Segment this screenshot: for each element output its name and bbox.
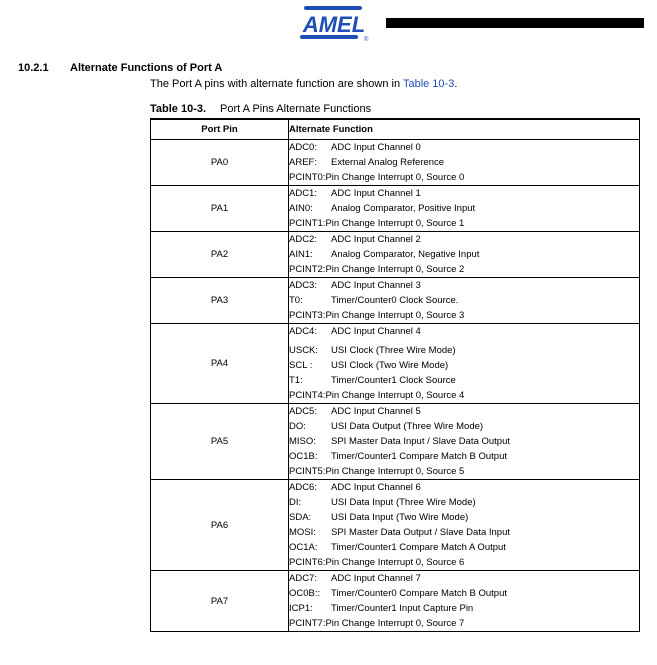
function-description: ADC Input Channel 7 <box>331 573 421 584</box>
function-line <box>289 358 639 373</box>
alternate-function-cell <box>289 278 640 324</box>
logo-wordmark: AMEL <box>302 12 366 37</box>
port-pin-cell: PA3 <box>151 278 289 324</box>
signal-name: ADC6: <box>289 482 317 493</box>
port-pin-cell: PA5 <box>151 404 289 480</box>
signal-name: PCINT6: <box>289 557 326 568</box>
signal-name: SDA: <box>289 512 312 523</box>
signal-name: OC1A: <box>289 542 318 553</box>
alternate-function-cell <box>289 140 640 186</box>
table-reference-link[interactable]: Table 10-3 <box>402 78 455 90</box>
table-row <box>151 571 640 632</box>
section-title: Alternate Functions of Port A <box>70 62 223 74</box>
function-line <box>289 232 639 247</box>
function-line <box>289 616 639 631</box>
function-description: Pin Change Interrupt 0, Source 5 <box>325 466 465 477</box>
function-line <box>289 308 639 323</box>
table-row <box>151 278 640 324</box>
signal-name: OC0B:: <box>289 588 321 599</box>
function-description: SPI Master Data Output / Slave Data Input <box>331 527 511 538</box>
function-line <box>289 586 639 601</box>
function-description: ADC Input Channel 6 <box>331 482 421 493</box>
table-title: Port A Pins Alternate Functions <box>220 103 372 115</box>
function-description: ADC Input Channel 4 <box>331 326 421 337</box>
function-line <box>289 510 639 525</box>
signal-name: ADC3: <box>289 280 317 291</box>
function-description: Pin Change Interrupt 0, Source 0 <box>325 172 465 183</box>
function-description: USI Data Output (Three Wire Mode) <box>331 421 484 432</box>
function-line <box>289 464 639 479</box>
signal-name: PCINT5: <box>289 466 326 477</box>
signal-name: PCINT4: <box>289 390 326 401</box>
alternate-function-cell <box>289 232 640 278</box>
function-description: Timer/Counter1 Compare Match A Output <box>331 542 506 553</box>
alternate-function-cell <box>289 571 640 632</box>
port-pin-cell: PA2 <box>151 232 289 278</box>
table-row <box>151 140 640 186</box>
function-line <box>289 278 639 293</box>
function-description: Analog Comparator, Negative Input <box>331 249 480 260</box>
function-line <box>289 540 639 555</box>
function-description: ADC Input Channel 1 <box>331 188 421 199</box>
signal-name: AIN0: <box>289 203 313 214</box>
intro-text: The Port A pins with alternate function are shown in <box>150 78 403 90</box>
function-line <box>289 601 639 616</box>
signal-name: MISO: <box>289 436 316 447</box>
function-line <box>289 555 639 570</box>
table-row <box>151 232 640 278</box>
function-line <box>289 324 639 339</box>
alternate-function-cell <box>289 480 640 571</box>
signal-name: PCINT0: <box>289 172 326 183</box>
function-description: ADC Input Channel 5 <box>331 406 421 417</box>
function-description: ADC Input Channel 3 <box>331 280 421 291</box>
function-description: SPI Master Data Input / Slave Data Output <box>331 436 511 447</box>
function-line <box>289 170 639 185</box>
signal-name: ADC0: <box>289 142 317 153</box>
signal-name: PCINT7: <box>289 618 326 629</box>
signal-name: AIN1: <box>289 249 313 260</box>
alternate-function-cell <box>289 186 640 232</box>
function-line <box>289 404 639 419</box>
function-description: Pin Change Interrupt 0, Source 3 <box>325 310 465 321</box>
function-line <box>289 449 639 464</box>
port-a-table <box>150 118 640 632</box>
function-description: ADC Input Channel 2 <box>331 234 421 245</box>
function-line <box>289 525 639 540</box>
signal-name: PCINT3: <box>289 310 326 321</box>
signal-name: DO: <box>289 421 306 432</box>
port-pin-cell: PA6 <box>151 480 289 571</box>
function-line <box>289 388 639 403</box>
port-pin-cell: PA4 <box>151 324 289 404</box>
header-bar <box>386 18 644 28</box>
function-description: Timer/Counter0 Clock Source. <box>331 295 459 306</box>
function-line <box>289 155 639 170</box>
function-line <box>289 262 639 277</box>
function-description: Timer/Counter0 Compare Match B Output <box>331 588 507 599</box>
alternate-function-cell <box>289 324 640 404</box>
signal-name: PCINT1: <box>289 218 326 229</box>
function-description: Pin Change Interrupt 0, Source 4 <box>325 390 465 401</box>
function-description: USI Clock (Two Wire Mode) <box>331 360 449 371</box>
signal-name: AREF: <box>289 157 317 168</box>
function-line <box>289 480 639 495</box>
function-description: ADC Input Channel 0 <box>331 142 421 153</box>
function-description: Pin Change Interrupt 0, Source 1 <box>325 218 465 229</box>
function-line <box>289 201 639 216</box>
signal-name: OC1B: <box>289 451 318 462</box>
function-line <box>289 140 639 155</box>
signal-name: ADC2: <box>289 234 317 245</box>
signal-name: PCINT2: <box>289 264 326 275</box>
port-pin-cell: PA0 <box>151 140 289 186</box>
function-line <box>289 186 639 201</box>
signal-name: USCK: <box>289 345 319 356</box>
function-line <box>289 419 639 434</box>
section-number: 10.2.1 <box>18 62 49 74</box>
function-line <box>289 293 639 308</box>
function-description: USI Data Input (Three Wire Mode) <box>331 497 476 508</box>
table-caption <box>150 103 371 115</box>
signal-name: MOSI: <box>289 527 316 538</box>
signal-name: DI: <box>289 497 302 508</box>
function-line <box>289 343 639 358</box>
table-label: Table 10-3. <box>150 103 207 115</box>
table-header-row <box>151 119 640 140</box>
table-row <box>151 404 640 480</box>
function-description: USI Data Input (Two Wire Mode) <box>331 512 469 523</box>
function-line <box>289 495 639 510</box>
atmel-logo <box>298 4 372 42</box>
column-header-port-pin: Port Pin <box>151 119 289 140</box>
function-line <box>289 571 639 586</box>
function-description: Pin Change Interrupt 0, Source 7 <box>325 618 465 629</box>
logo-registered-mark: ® <box>364 37 369 42</box>
function-description: Timer/Counter1 Input Capture Pin <box>331 603 474 614</box>
column-header-alternate-function: Alternate Function <box>289 119 640 140</box>
function-description: USI Clock (Three Wire Mode) <box>331 345 456 356</box>
signal-name: SCL : <box>289 360 313 371</box>
function-description: Timer/Counter1 Clock Source <box>331 375 456 386</box>
signal-name: ADC7: <box>289 573 317 584</box>
table-row <box>151 186 640 232</box>
signal-name: ADC4: <box>289 326 317 337</box>
port-pin-cell: PA7 <box>151 571 289 632</box>
signal-name: T1: <box>289 375 303 386</box>
function-line <box>289 216 639 231</box>
intro-end: . <box>454 78 458 90</box>
function-description: Pin Change Interrupt 0, Source 2 <box>325 264 465 275</box>
function-line <box>289 373 639 388</box>
signal-name: ICP1: <box>289 603 313 614</box>
function-description: External Analog Reference <box>331 157 445 168</box>
table-row <box>151 324 640 404</box>
function-description: Analog Comparator, Positive Input <box>331 203 476 214</box>
signal-name: ADC1: <box>289 188 317 199</box>
port-pin-cell: PA1 <box>151 186 289 232</box>
function-line <box>289 434 639 449</box>
function-description: Pin Change Interrupt 0, Source 6 <box>325 557 465 568</box>
intro-paragraph <box>150 78 457 90</box>
alternate-function-cell <box>289 404 640 480</box>
signal-name: ADC5: <box>289 406 317 417</box>
signal-name: T0: <box>289 295 303 306</box>
function-line <box>289 247 639 262</box>
table-row <box>151 480 640 571</box>
function-description: Timer/Counter1 Compare Match B Output <box>331 451 507 462</box>
